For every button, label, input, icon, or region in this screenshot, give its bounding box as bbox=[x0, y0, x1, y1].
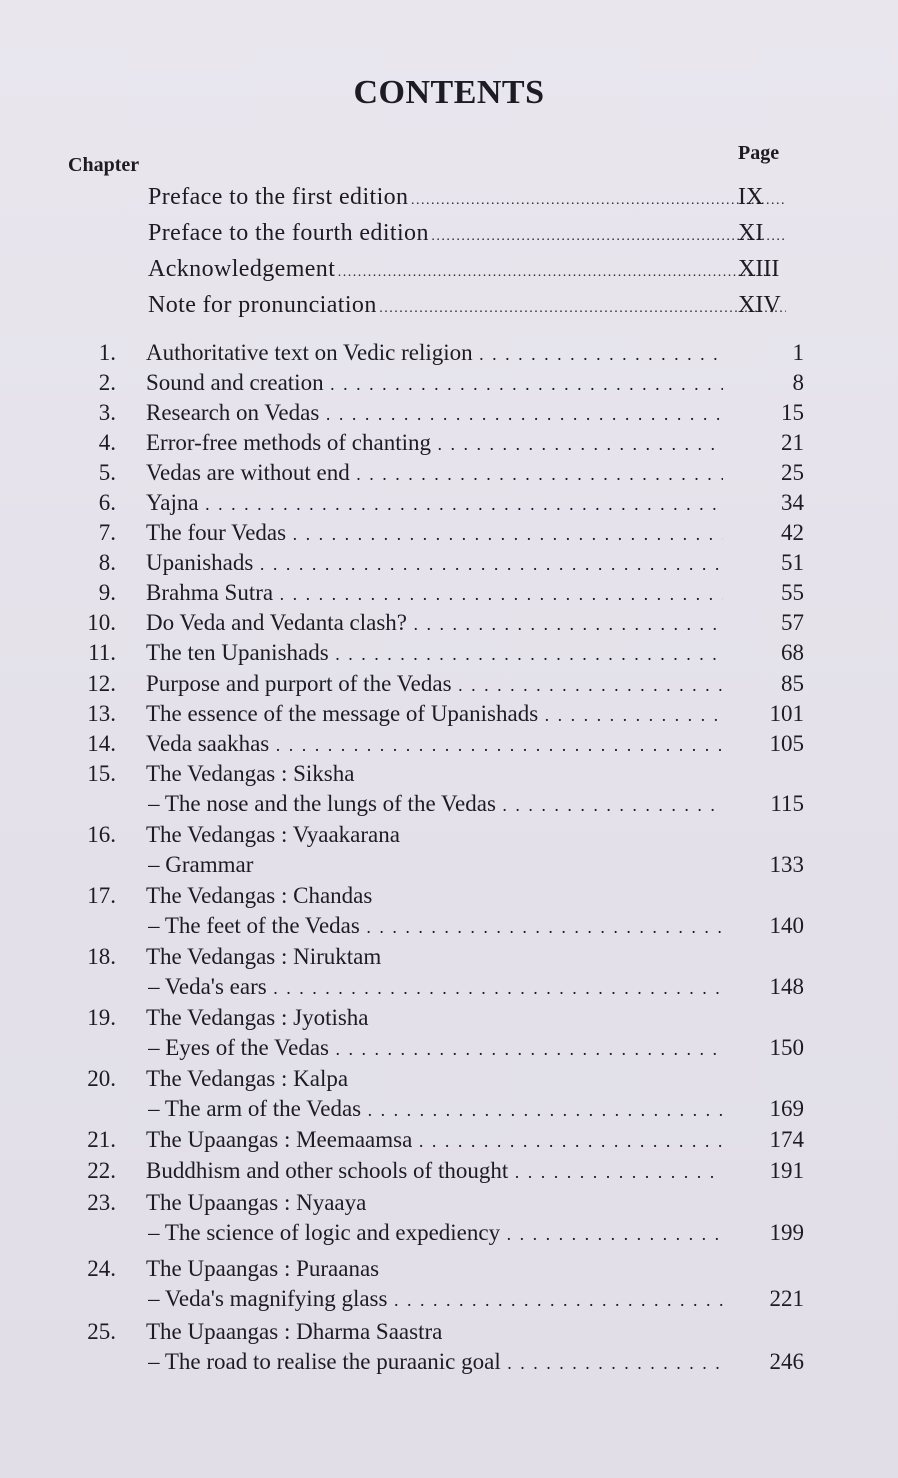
toc-entry bbox=[0, 490, 898, 520]
toc-entry bbox=[0, 1256, 898, 1286]
toc-entry bbox=[0, 460, 898, 490]
chapter-title: Error-free methods of chanting . . . bbox=[146, 430, 723, 456]
chapter-subtitle: – Grammar bbox=[148, 852, 254, 877]
entry-page: XIV bbox=[738, 292, 781, 318]
chapter-number: 3. bbox=[98, 400, 116, 425]
chapter-page: 8 bbox=[792, 370, 804, 395]
chapter-subtitle: – The nose and the lungs of the Vedas . . . bbox=[148, 791, 723, 817]
toc-entry-subtitle bbox=[0, 1035, 898, 1065]
page-column-header: Page bbox=[738, 142, 780, 164]
chapter-subtitle: – Veda's magnifying glass . . . bbox=[148, 1286, 723, 1312]
toc-entry bbox=[0, 944, 898, 974]
chapter-subtitle: – The science of logic and expediency . . . bbox=[148, 1220, 723, 1246]
chapter-number: 14. bbox=[87, 731, 116, 756]
entry-title: Acknowledgement . . . bbox=[148, 256, 786, 283]
chapter-title: The Upaangas : Meemaamsa . . . bbox=[146, 1127, 723, 1153]
toc-entry bbox=[0, 1005, 898, 1035]
toc-entry bbox=[0, 1066, 898, 1096]
chapter-subtitle: – The feet of the Vedas . . . bbox=[148, 913, 723, 939]
toc-entry bbox=[0, 1158, 898, 1188]
chapter-title: The Vedangas : Kalpa bbox=[146, 1066, 349, 1091]
chapter-title: Veda saakhas . . . bbox=[146, 731, 723, 757]
entry-title: Preface to the fourth edition . . . bbox=[148, 220, 786, 247]
chapter-number: 1. bbox=[98, 340, 116, 365]
chapter-title: Purpose and purport of the Vedas . . . bbox=[146, 671, 723, 697]
chapter-title: Authoritative text on Vedic religion . . . bbox=[146, 340, 723, 366]
chapter-title: The Upaangas : Dharma Saastra bbox=[146, 1319, 443, 1344]
chapter-number: 20. bbox=[87, 1066, 116, 1091]
toc-entry-subtitle bbox=[0, 852, 898, 882]
chapter-page: 133 bbox=[769, 852, 804, 877]
chapter-number: 16. bbox=[87, 822, 116, 847]
chapter-page: 191 bbox=[769, 1158, 804, 1183]
chapter-title: The Upaangas : Puraanas bbox=[146, 1256, 380, 1281]
chapter-page: 42 bbox=[781, 520, 804, 545]
chapter-number: 23. bbox=[87, 1190, 116, 1215]
chapter-number: 13. bbox=[87, 701, 116, 726]
chapter-page: 148 bbox=[769, 974, 804, 999]
chapter-page: 68 bbox=[781, 640, 804, 665]
toc-entry bbox=[0, 761, 898, 791]
toc-entry bbox=[0, 640, 898, 670]
chapter-title: The Vedangas : Niruktam bbox=[146, 944, 382, 969]
toc-entry-subtitle bbox=[0, 1096, 898, 1126]
chapter-page: 15 bbox=[781, 400, 804, 425]
chapter-subtitle: – The road to realise the puraanic goal . . . bbox=[148, 1349, 723, 1375]
chapter-page: 55 bbox=[781, 580, 804, 605]
front-matter-entry bbox=[0, 292, 898, 328]
chapter-title: The essence of the message of Upanishads . . . bbox=[146, 701, 723, 727]
chapter-title: Buddhism and other schools of thought . . . bbox=[146, 1158, 723, 1184]
toc-entry bbox=[0, 370, 898, 400]
chapter-page: 21 bbox=[781, 430, 804, 455]
chapter-number: 22. bbox=[87, 1158, 116, 1183]
chapter-title: Do Veda and Vedanta clash? . . . bbox=[146, 610, 723, 636]
entry-title: Preface to the first edition . . . bbox=[148, 184, 786, 211]
toc-entry bbox=[0, 1319, 898, 1349]
toc-entry-subtitle bbox=[0, 1220, 898, 1250]
chapter-number: 8. bbox=[98, 550, 116, 575]
chapter-number: 5. bbox=[98, 460, 116, 485]
chapter-number: 25. bbox=[87, 1319, 116, 1344]
toc-entry bbox=[0, 400, 898, 430]
toc-entry bbox=[0, 430, 898, 460]
toc-entry bbox=[0, 883, 898, 913]
chapter-page: 85 bbox=[781, 671, 804, 696]
toc-entry bbox=[0, 610, 898, 640]
chapter-number: 4. bbox=[98, 430, 116, 455]
entry-page: XIII bbox=[738, 256, 780, 282]
toc-entry bbox=[0, 822, 898, 852]
chapter-title: Upanishads . . . bbox=[146, 550, 723, 576]
chapter-title: The Upaangas : Nyaaya bbox=[146, 1190, 367, 1215]
chapter-page: 169 bbox=[769, 1096, 804, 1121]
toc-entry bbox=[0, 731, 898, 761]
chapter-subtitle: – The arm of the Vedas . . . bbox=[148, 1096, 723, 1122]
chapter-page: 174 bbox=[769, 1127, 804, 1152]
chapter-number: 10. bbox=[87, 610, 116, 635]
chapter-page: 140 bbox=[769, 913, 804, 938]
chapter-title: The Vedangas : Jyotisha bbox=[146, 1005, 369, 1030]
toc-entry bbox=[0, 1190, 898, 1220]
chapter-page: 221 bbox=[769, 1286, 804, 1311]
toc-entry-subtitle bbox=[0, 1349, 898, 1379]
chapter-title: Research on Vedas . . . bbox=[146, 400, 723, 426]
chapter-page: 150 bbox=[769, 1035, 804, 1060]
chapter-title: The four Vedas . . . bbox=[146, 520, 723, 546]
chapter-page: 101 bbox=[769, 701, 804, 726]
entry-page: IX bbox=[738, 184, 764, 210]
front-matter-entry bbox=[0, 184, 898, 220]
toc-entry bbox=[0, 520, 898, 550]
chapter-subtitle: – Veda's ears . . . bbox=[148, 974, 723, 1000]
front-matter-entry bbox=[0, 256, 898, 292]
chapter-number: 11. bbox=[88, 640, 116, 665]
toc-entry bbox=[0, 550, 898, 580]
toc-entry bbox=[0, 580, 898, 610]
chapter-number: 6. bbox=[98, 490, 116, 515]
chapter-column-header: Chapter bbox=[68, 154, 140, 176]
chapter-page: 1 bbox=[792, 340, 804, 365]
chapter-title: Yajna . . . bbox=[146, 490, 723, 516]
chapter-title: Sound and creation . . . bbox=[146, 370, 723, 396]
chapter-number: 7. bbox=[98, 520, 116, 545]
chapter-number: 21. bbox=[87, 1127, 116, 1152]
toc-entry-subtitle bbox=[0, 913, 898, 943]
chapter-page: 105 bbox=[769, 731, 804, 756]
chapter-page: 199 bbox=[769, 1220, 804, 1245]
chapter-number: 9. bbox=[98, 580, 116, 605]
chapter-page: 115 bbox=[770, 791, 804, 816]
chapter-page: 246 bbox=[769, 1349, 804, 1374]
chapter-number: 18. bbox=[87, 944, 116, 969]
toc-entry-subtitle bbox=[0, 791, 898, 821]
chapter-title: The ten Upanishads . . . bbox=[146, 640, 723, 666]
chapter-title: Brahma Sutra . . . bbox=[146, 580, 723, 606]
chapter-number: 15. bbox=[87, 761, 116, 786]
chapter-subtitle: – Eyes of the Vedas . . . bbox=[148, 1035, 723, 1061]
chapter-title: The Vedangas : Chandas bbox=[146, 883, 373, 908]
chapter-page: 34 bbox=[781, 490, 804, 515]
chapter-number: 17. bbox=[87, 883, 116, 908]
front-matter-entry bbox=[0, 220, 898, 256]
entry-page: XI bbox=[738, 220, 764, 246]
entry-title: Note for pronunciation . . . bbox=[148, 292, 786, 319]
toc-entry-subtitle bbox=[0, 1286, 898, 1316]
chapter-page: 51 bbox=[781, 550, 804, 575]
toc-entry bbox=[0, 671, 898, 701]
page-title: CONTENTS bbox=[353, 74, 545, 111]
chapter-page: 57 bbox=[781, 610, 804, 635]
chapter-number: 2. bbox=[98, 370, 116, 395]
chapter-page: 25 bbox=[781, 460, 804, 485]
chapter-title: The Vedangas : Vyaakarana bbox=[146, 822, 400, 847]
toc-entry bbox=[0, 340, 898, 370]
toc-entry-subtitle bbox=[0, 974, 898, 1004]
chapter-title: Vedas are without end . . . bbox=[146, 460, 723, 486]
chapter-number: 19. bbox=[87, 1005, 116, 1030]
chapter-number: 12. bbox=[87, 671, 116, 696]
toc-entry bbox=[0, 701, 898, 731]
toc-entry bbox=[0, 1127, 898, 1157]
chapter-number: 24. bbox=[87, 1256, 116, 1281]
chapter-title: The Vedangas : Siksha bbox=[146, 761, 355, 786]
